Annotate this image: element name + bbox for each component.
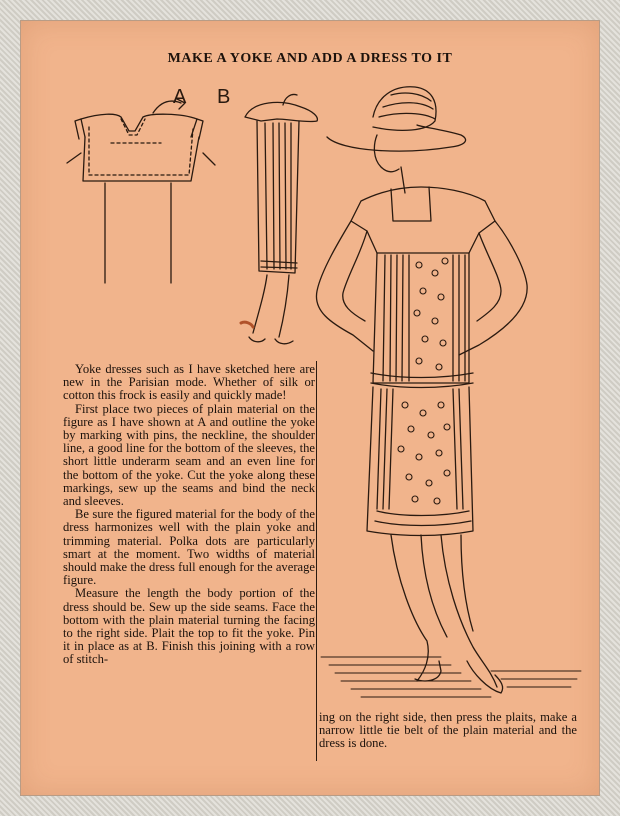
figure-a-dress-form — [67, 99, 215, 283]
label-b: B — [217, 86, 231, 108]
fashion-figure — [316, 87, 581, 697]
pin-mark — [241, 322, 253, 327]
page-title: MAKE A YOKE AND ADD A DRESS TO IT — [167, 51, 453, 66]
column-divider — [316, 361, 317, 761]
paragraph-3: Be sure the figured material for the body of the dress harmonizes well with the plain yoke and trimming material. Polka dots are particularly smart at the moment. Two widths of material should make the dress full enough for the average figure. — [63, 507, 315, 588]
paragraph-4: Measure the length the body portion of the dress should be. Sew up the side seams. Face the bottom with the plain material turning the facing to the right side. Plait the top to fit the yoke. Pin it in place as at B. Finish this joining with a row of stitch- — [63, 586, 315, 667]
article-body — [63, 363, 315, 667]
paragraph-continuation: ing on the right side, then press the plaits, make a narrow little tie belt of the plain material and the dress is done. — [319, 710, 577, 751]
figure-b-pleated-dress — [245, 94, 317, 343]
paragraph-1: Yoke dresses such as I have sketched here are new in the Parisian mode. Whether of silk or cotton this frock is easily and quickly made! — [63, 362, 315, 403]
magazine-page — [20, 20, 600, 796]
label-a: A — [173, 86, 187, 108]
polka-dots — [398, 258, 450, 504]
paragraph-2: First place two pieces of plain material on the figure as I have shown at A and outline the yoke by marking with pins, the neckline, the shoulder line, a good line for the bottom of the sleeves, the short little underarm seam and an even line for the bottom of the yoke. Cut the yoke along these markings, sew up the seams and bind the neck and sleeves. — [63, 401, 315, 509]
article-continuation — [319, 711, 577, 751]
